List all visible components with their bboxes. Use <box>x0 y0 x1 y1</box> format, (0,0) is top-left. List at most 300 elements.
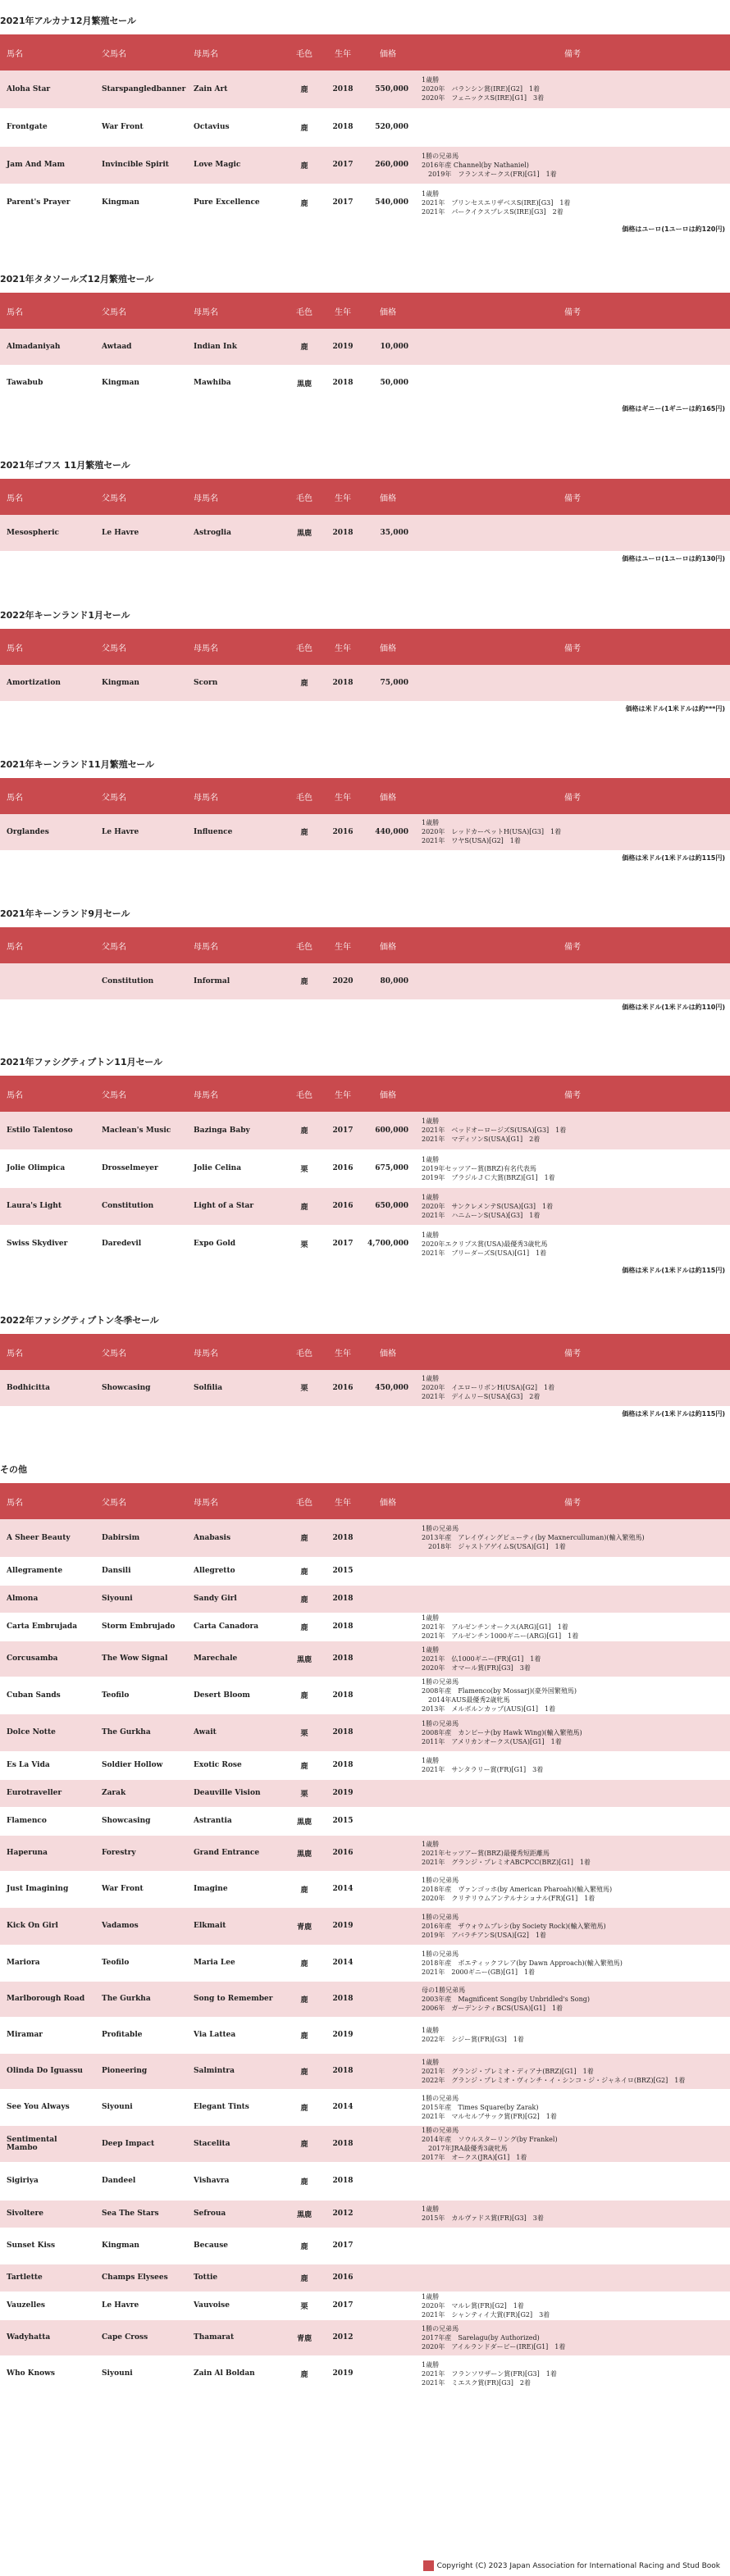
cell-color: 鹿 <box>284 1557 325 1585</box>
cell-color: 鹿 <box>284 1677 325 1714</box>
header-year: 生年 <box>325 293 361 329</box>
cell-color: 鹿 <box>284 329 325 365</box>
cell-note: 1勝の兄弟馬 2015年産 Times Square(by Zarak) 2021年 マルセルブサック賞(FR)[G2] 1着 <box>415 2089 730 2125</box>
cell-note: 1歳勝 2020年 サンクレメンテS(USA)[G3] 1着 2021年 ハニムーンS(USA)[G3] 1着 <box>415 1187 730 1225</box>
table-row <box>0 108 730 146</box>
cell-price <box>361 1714 415 1751</box>
cell-note: 1歳勝 2020年 イエローリボンH(USA)[G2] 1着 2021年 デイムリーS(USA)[G3] 2着 <box>415 1370 730 1406</box>
header-horse: 馬名 <box>0 479 95 515</box>
cell-note: 1歳勝 2021年 プリンセスエリザベスS(IRE)[G3] 1着 2021年 パークイクスプレスS(IRE)[G3] 2着 <box>415 184 730 221</box>
table-header-row <box>0 778 730 814</box>
cell-color: 鹿 <box>284 1585 325 1613</box>
cell-color: 黒鹿 <box>284 2200 325 2228</box>
table-header-row <box>0 927 730 963</box>
header-sire: 父馬名 <box>95 293 187 329</box>
cell-horse: Miramar <box>0 2017 95 2053</box>
cell-dam: Grand Entrance <box>187 1835 284 1871</box>
cell-year: 2018 <box>325 1751 361 1779</box>
cell-color: 黒鹿 <box>284 1835 325 1871</box>
table-row <box>0 1112 730 1149</box>
cell-dam: Sandy Girl <box>187 1585 284 1613</box>
cell-year: 2018 <box>325 1714 361 1751</box>
cell-horse: Sunset Kiss <box>0 2228 95 2264</box>
cell-year: 2019 <box>325 2355 361 2392</box>
cell-color: 鹿 <box>284 2017 325 2053</box>
cell-dam: Allegretto <box>187 1557 284 1585</box>
header-price: 価格 <box>361 1334 415 1370</box>
cell-color: 黒鹿 <box>284 365 325 401</box>
cell-dam: Vishavra <box>187 2162 284 2200</box>
cell-year: 2016 <box>325 814 361 850</box>
header-horse: 馬名 <box>0 927 95 963</box>
table-row <box>0 1871 730 1907</box>
cell-year: 2018 <box>325 365 361 401</box>
cell-horse: Tawabub <box>0 365 95 401</box>
cell-color: 鹿 <box>284 1519 325 1557</box>
cell-note: 1歳勝 2021年セッツアー賞(BRZ)最優秀短距離馬 2021年 グランジ・プレミオABCPCC(BRZ)[G1] 1着 <box>415 1835 730 1871</box>
cell-dam: Expo Gold <box>187 1225 284 1263</box>
cell-note <box>415 329 730 365</box>
cell-color: 鹿 <box>284 2125 325 2162</box>
cell-horse: Flamenco <box>0 1807 95 1835</box>
cell-sire: Siyouni <box>95 2355 187 2392</box>
cell-color: 鹿 <box>284 1613 325 1641</box>
header-price: 価格 <box>361 293 415 329</box>
cell-price <box>361 1613 415 1641</box>
cell-horse: Olinda Do Iguassu <box>0 2053 95 2089</box>
section-title: 2021年キーンランド11月繁殖セール <box>0 759 155 770</box>
cell-dam: Maria Lee <box>187 1945 284 1981</box>
cell-sire: Showcasing <box>95 1370 187 1406</box>
table-header-row <box>0 1334 730 1370</box>
cell-color: 黒鹿 <box>284 1807 325 1835</box>
cell-year: 2017 <box>325 146 361 184</box>
header-color: 毛色 <box>284 1334 325 1370</box>
sale-section <box>0 266 730 416</box>
table-row <box>0 515 730 551</box>
price-footnote: 価格はギニー(1ギニーは約165円) <box>622 404 725 412</box>
cell-note: 1歳勝 2020年 バランシン賞(IRE)[G2] 1着 2020年 フェニックスS(IRE)[G1] 3着 <box>415 71 730 108</box>
cell-year: 2018 <box>325 1677 361 1714</box>
cell-horse: Sentimental Mambo <box>0 2125 95 2162</box>
cell-sire: Le Havre <box>95 814 187 850</box>
cell-sire: Kingman <box>95 184 187 221</box>
cell-horse: Almona <box>0 1585 95 1613</box>
copyright-text: Copyright (C) 2023 Japan Association for International Racing and Stud Book <box>436 2561 720 2570</box>
table-row <box>0 1835 730 1871</box>
table-row <box>0 2292 730 2319</box>
cell-dam: Stacelita <box>187 2125 284 2162</box>
cell-note <box>415 365 730 401</box>
cell-price: 75,000 <box>361 665 415 701</box>
cell-note: 1勝の兄弟馬 2014年産 ソウルスターリング(by Frankel) 2017年JRA最優秀3歳牝馬 2017年 オークス(JRA)[G1] 1着 <box>415 2125 730 2162</box>
cell-color: 栗 <box>284 1149 325 1187</box>
cell-year: 2018 <box>325 2162 361 2200</box>
table-row <box>0 1945 730 1981</box>
table-row <box>0 963 730 999</box>
header-dam: 母馬名 <box>187 479 284 515</box>
cell-sire: Champs Elysees <box>95 2264 187 2292</box>
copyright <box>423 2560 720 2571</box>
table-row <box>0 146 730 184</box>
sale-section <box>0 752 730 866</box>
section-title: 2021年タタソールズ12月繁殖セール <box>0 274 154 284</box>
cell-price <box>361 1641 415 1677</box>
cell-horse: Vauzelles <box>0 2292 95 2319</box>
cell-horse: Laura's Light <box>0 1187 95 1225</box>
cell-horse: Bodhicitta <box>0 1370 95 1406</box>
cell-color: 鹿 <box>284 184 325 221</box>
cell-sire: Forestry <box>95 1835 187 1871</box>
cell-sire: Storm Embrujado <box>95 1613 187 1641</box>
cell-dam: Elkmait <box>187 1907 284 1945</box>
header-year: 生年 <box>325 1334 361 1370</box>
table-row <box>0 2053 730 2089</box>
cell-year: 2017 <box>325 184 361 221</box>
cell-note: 1勝の兄弟馬 2008年産 Flamenco(by Mossarj)(豪外国繁殖馬) 2014年AUS最優秀2歳牝馬 2013年 メルボルンカップ(AUS)[G1] 1着 <box>415 1677 730 1714</box>
table-row <box>0 329 730 365</box>
cell-year: 2018 <box>325 1519 361 1557</box>
cell-color: 栗 <box>284 1779 325 1807</box>
cell-note <box>415 1585 730 1613</box>
header-dam: 母馬名 <box>187 1076 284 1112</box>
header-horse: 馬名 <box>0 34 95 71</box>
cell-sire: Teofilo <box>95 1677 187 1714</box>
header-note: 備考 <box>415 479 730 515</box>
cell-horse: Cuban Sands <box>0 1677 95 1714</box>
header-year: 生年 <box>325 1483 361 1519</box>
cell-dam: Octavius <box>187 108 284 146</box>
cell-note <box>415 1557 730 1585</box>
cell-year: 2018 <box>325 71 361 108</box>
cell-note: 1歳勝 2021年 フランソワザーン賞(FR)[G3] 1着 2021年 ミエスク賞(FR)[G3] 2着 <box>415 2355 730 2392</box>
table-row <box>0 1807 730 1835</box>
cell-dam: Astrantia <box>187 1807 284 1835</box>
sale-section <box>0 1049 730 1278</box>
cell-color: 黒鹿 <box>284 1641 325 1677</box>
cell-price <box>361 2319 415 2355</box>
cell-year: 2019 <box>325 1907 361 1945</box>
cell-price: 50,000 <box>361 365 415 401</box>
cell-horse: Aloha Star <box>0 71 95 108</box>
header-note: 備考 <box>415 1334 730 1370</box>
cell-year: 2012 <box>325 2200 361 2228</box>
header-note: 備考 <box>415 927 730 963</box>
cell-horse: A Sheer Beauty <box>0 1519 95 1557</box>
header-sire: 父馬名 <box>95 778 187 814</box>
cell-year: 2018 <box>325 1613 361 1641</box>
cell-note: 母の1勝兄弟馬 2003年産 Magnificent Song(by Unbridled's Song) 2006年 ガーデンシティBCS(USA)[G1] 1着 <box>415 1981 730 2017</box>
header-year: 生年 <box>325 927 361 963</box>
cell-horse: Swiss Skydiver <box>0 1225 95 1263</box>
table-row <box>0 184 730 221</box>
cell-year: 2016 <box>325 1149 361 1187</box>
cell-year: 2018 <box>325 1981 361 2017</box>
cell-sire: Showcasing <box>95 1807 187 1835</box>
header-dam: 母馬名 <box>187 1483 284 1519</box>
cell-year: 2019 <box>325 329 361 365</box>
cell-price: 260,000 <box>361 146 415 184</box>
cell-horse: Eurotraveller <box>0 1779 95 1807</box>
cell-sire: Constitution <box>95 963 187 999</box>
cell-note: 1勝の兄弟馬 2008年産 カンピーナ(by Hawk Wing)(輸入繁殖馬) 2011年 アメリカンオークス(USA)[G1] 1着 <box>415 1714 730 1751</box>
cell-note <box>415 665 730 701</box>
cell-price <box>361 1807 415 1835</box>
cell-horse: Jam And Mam <box>0 146 95 184</box>
sale-table <box>0 34 730 222</box>
cell-horse: Kick On Girl <box>0 1907 95 1945</box>
cell-price <box>361 2053 415 2089</box>
cell-note <box>415 515 730 551</box>
header-sire: 父馬名 <box>95 1076 187 1112</box>
header-color: 毛色 <box>284 1483 325 1519</box>
cell-year: 2020 <box>325 963 361 999</box>
cell-note: 1勝の兄弟馬 2018年産 ヴァンゴッホ(by American Pharoah)(輸入繁殖馬) 2020年 クリテリウムアンテルナショナル(FR)[G1] 1着 <box>415 1871 730 1907</box>
cell-sire: The Gurkha <box>95 1714 187 1751</box>
cell-color: 鹿 <box>284 1945 325 1981</box>
cell-year: 2012 <box>325 2319 361 2355</box>
cell-price <box>361 2162 415 2200</box>
cell-note: 1歳勝 2020年 レッドカーペットH(USA)[G3] 1着 2021年 ワヤS(USA)[G2] 1着 <box>415 814 730 850</box>
cell-dam: Love Magic <box>187 146 284 184</box>
cell-sire: Starspangledbanner <box>95 71 187 108</box>
cell-dam: Exotic Rose <box>187 1751 284 1779</box>
cell-price: 520,000 <box>361 108 415 146</box>
cell-note: 1歳勝 2019年セッツアー賞(BRZ)有名代表馬 2019年 ブラジルＪＣ大賞(BRZ)[G1] 1着 <box>415 1149 730 1187</box>
cell-sire: Dabirsim <box>95 1519 187 1557</box>
cell-horse: Sivoltere <box>0 2200 95 2228</box>
cell-year: 2014 <box>325 2089 361 2125</box>
cell-price: 80,000 <box>361 963 415 999</box>
cell-sire: Kingman <box>95 665 187 701</box>
cell-sire: Cape Cross <box>95 2319 187 2355</box>
price-footnote: 価格は米ドル(1米ドルは約***円) <box>625 704 725 712</box>
cell-color: 鹿 <box>284 108 325 146</box>
header-price: 価格 <box>361 479 415 515</box>
table-row <box>0 2355 730 2392</box>
header-note: 備考 <box>415 1483 730 1519</box>
header-note: 備考 <box>415 293 730 329</box>
cell-sire: Siyouni <box>95 1585 187 1613</box>
cell-sire: Le Havre <box>95 2292 187 2319</box>
cell-price <box>361 2228 415 2264</box>
cell-sire: Kingman <box>95 2228 187 2264</box>
cell-price: 10,000 <box>361 329 415 365</box>
table-row <box>0 2264 730 2292</box>
header-price: 価格 <box>361 1483 415 1519</box>
cell-year: 2016 <box>325 1835 361 1871</box>
section-title: 2022年キーンランド1月セール <box>0 610 130 621</box>
cell-year: 2015 <box>325 1557 361 1585</box>
header-note: 備考 <box>415 1076 730 1112</box>
header-price: 価格 <box>361 1076 415 1112</box>
header-color: 毛色 <box>284 479 325 515</box>
table-row <box>0 2200 730 2228</box>
cell-dam: Via Lattea <box>187 2017 284 2053</box>
cell-dam: Astroglia <box>187 515 284 551</box>
header-note: 備考 <box>415 778 730 814</box>
table-header-row <box>0 293 730 329</box>
header-sire: 父馬名 <box>95 1334 187 1370</box>
cell-sire: Le Havre <box>95 515 187 551</box>
cell-price <box>361 1557 415 1585</box>
cell-sire: Drosselmeyer <box>95 1149 187 1187</box>
header-color: 毛色 <box>284 1076 325 1112</box>
cell-price <box>361 2292 415 2319</box>
cell-sire: Vadamos <box>95 1907 187 1945</box>
cell-dam: Await <box>187 1714 284 1751</box>
cell-color: 鹿 <box>284 2089 325 2125</box>
cell-dam: Light of a Star <box>187 1187 284 1225</box>
cell-sire: Teofilo <box>95 1945 187 1981</box>
cell-price: 35,000 <box>361 515 415 551</box>
cell-dam: Song to Remember <box>187 1981 284 2017</box>
cell-note: 1勝の兄弟馬 2016年産 Channel(by Nathaniel) 2019年 フランスオークス(FR)[G1] 1着 <box>415 146 730 184</box>
cell-dam: Jolie Celina <box>187 1149 284 1187</box>
sale-section <box>0 603 730 717</box>
cell-dam: Indian Ink <box>187 329 284 365</box>
table-row <box>0 665 730 701</box>
cell-year: 2019 <box>325 2017 361 2053</box>
cell-price <box>361 1751 415 1779</box>
cell-horse: Mariora <box>0 1945 95 1981</box>
table-row <box>0 2089 730 2125</box>
cell-horse: Allegramente <box>0 1557 95 1585</box>
cell-dam: Influence <box>187 814 284 850</box>
cell-note: 1勝の兄弟馬 2017年産 Sarelagu(by Authorized) 2020年 アイルランドダービー(IRE)[G1] 1着 <box>415 2319 730 2355</box>
cell-horse: Carta Embrujada <box>0 1613 95 1641</box>
header-note: 備考 <box>415 629 730 665</box>
section-title: 2021年アルカナ12月繁殖セール <box>0 16 136 26</box>
header-dam: 母馬名 <box>187 34 284 71</box>
table-row <box>0 2162 730 2200</box>
cell-color: 青鹿 <box>284 1907 325 1945</box>
cell-price <box>361 1779 415 1807</box>
cell-color: 鹿 <box>284 1187 325 1225</box>
sale-table <box>0 927 730 1000</box>
cell-horse: Estilo Talentoso <box>0 1112 95 1149</box>
cell-note: 1歳勝 2021年 仏1000ギニー(FR)[G1] 1着 2020年 オマール賞(FR)[G3] 3着 <box>415 1641 730 1677</box>
price-footnote: 価格はユーロ(1ユーロは約130円) <box>622 554 725 562</box>
header-horse: 馬名 <box>0 1334 95 1370</box>
cell-horse: Frontgate <box>0 108 95 146</box>
cell-sire: Dandeel <box>95 2162 187 2200</box>
section-title: 2021年ファシグティプトン11月セール <box>0 1057 162 1067</box>
cell-dam: Solfilia <box>187 1370 284 1406</box>
cell-horse: Es La Vida <box>0 1751 95 1779</box>
header-price: 価格 <box>361 34 415 71</box>
header-price: 価格 <box>361 778 415 814</box>
cell-color: 鹿 <box>284 1981 325 2017</box>
cell-note: 1歳勝 2021年 ベッドオーロージズS(USA)[G3] 1着 2021年 マディソンS(USA)[G1] 2着 <box>415 1112 730 1149</box>
cell-color: 栗 <box>284 1370 325 1406</box>
cell-color: 鹿 <box>284 1751 325 1779</box>
cell-price: 440,000 <box>361 814 415 850</box>
cell-price: 675,000 <box>361 1149 415 1187</box>
table-row <box>0 365 730 401</box>
cell-horse: Sigiriya <box>0 2162 95 2200</box>
header-sire: 父馬名 <box>95 1483 187 1519</box>
cell-color: 鹿 <box>284 2228 325 2264</box>
cell-color: 栗 <box>284 2292 325 2319</box>
cell-dam: Zain Art <box>187 71 284 108</box>
cell-year: 2014 <box>325 1945 361 1981</box>
table-row <box>0 2319 730 2355</box>
price-footnote: 価格は米ドル(1米ドルは約115円) <box>622 1266 725 1274</box>
cell-note: 1勝の兄弟馬 2013年産 アレイヴィングビューティ(by Maxnerculluman)(輸入繁殖馬) 2018年 ジャストアゲイムS(USA)[G1] 1着 <box>415 1519 730 1557</box>
price-footnote: 価格は米ドル(1米ドルは約110円) <box>622 1003 725 1011</box>
cell-price <box>361 2355 415 2392</box>
table-row <box>0 1187 730 1225</box>
cell-note <box>415 2264 730 2292</box>
cell-year: 2018 <box>325 1585 361 1613</box>
cell-price: 600,000 <box>361 1112 415 1149</box>
cell-sire: Deep Impact <box>95 2125 187 2162</box>
cell-note: 1勝の兄弟馬 2016年産 ザウォウムプレシ(by Society Rock)(輸入繁殖馬) 2019年 アバラチアンS(USA)[G2] 1着 <box>415 1907 730 1945</box>
cell-dam: Mawhiba <box>187 365 284 401</box>
cell-horse: Wadyhatta <box>0 2319 95 2355</box>
cell-price: 550,000 <box>361 71 415 108</box>
table-header-row <box>0 479 730 515</box>
cell-horse: Parent's Prayer <box>0 184 95 221</box>
cell-color: 鹿 <box>284 814 325 850</box>
section-title: その他 <box>0 1464 27 1475</box>
header-sire: 父馬名 <box>95 927 187 963</box>
price-footnote: 価格は米ドル(1米ドルは約115円) <box>622 1409 725 1418</box>
header-horse: 馬名 <box>0 1483 95 1519</box>
cell-year: 2019 <box>325 1779 361 1807</box>
cell-dam: Imagine <box>187 1871 284 1907</box>
cell-horse: Dolce Notte <box>0 1714 95 1751</box>
header-dam: 母馬名 <box>187 293 284 329</box>
header-note: 備考 <box>415 34 730 71</box>
table-row <box>0 1714 730 1751</box>
cell-price <box>361 1835 415 1871</box>
sale-table <box>0 293 730 402</box>
cell-dam: Deauville Vision <box>187 1779 284 1807</box>
cell-sire: Kingman <box>95 365 187 401</box>
cell-dam: Because <box>187 2228 284 2264</box>
cell-horse: Marlborough Road <box>0 1981 95 2017</box>
cell-note: 1歳勝 2022年 シジー賞(FR)[G3] 1着 <box>415 2017 730 2053</box>
cell-color: 鹿 <box>284 665 325 701</box>
cell-sire: War Front <box>95 108 187 146</box>
section-title: 2022年ファシグティプトン冬季セール <box>0 1315 159 1326</box>
cell-horse: Just Imagining <box>0 1871 95 1907</box>
cell-color: 鹿 <box>284 146 325 184</box>
sale-table <box>0 1334 730 1407</box>
header-color: 毛色 <box>284 778 325 814</box>
cell-sire: Awtaad <box>95 329 187 365</box>
cell-horse: Amortization <box>0 665 95 701</box>
header-color: 毛色 <box>284 629 325 665</box>
cell-color: 栗 <box>284 1714 325 1751</box>
sale-table <box>0 778 730 851</box>
header-year: 生年 <box>325 778 361 814</box>
cell-sire: Invincible Spirit <box>95 146 187 184</box>
price-footnote: 価格は米ドル(1米ドルは約115円) <box>622 853 725 862</box>
cell-dam: Scorn <box>187 665 284 701</box>
table-row <box>0 1779 730 1807</box>
cell-sire: Profitable <box>95 2017 187 2053</box>
cell-sire: The Wow Signal <box>95 1641 187 1677</box>
cell-horse: Corcusamba <box>0 1641 95 1677</box>
sale-section <box>0 901 730 1015</box>
table-row <box>0 71 730 108</box>
cell-sire: War Front <box>95 1871 187 1907</box>
cell-color: 鹿 <box>284 1112 325 1149</box>
cell-year: 2016 <box>325 1187 361 1225</box>
